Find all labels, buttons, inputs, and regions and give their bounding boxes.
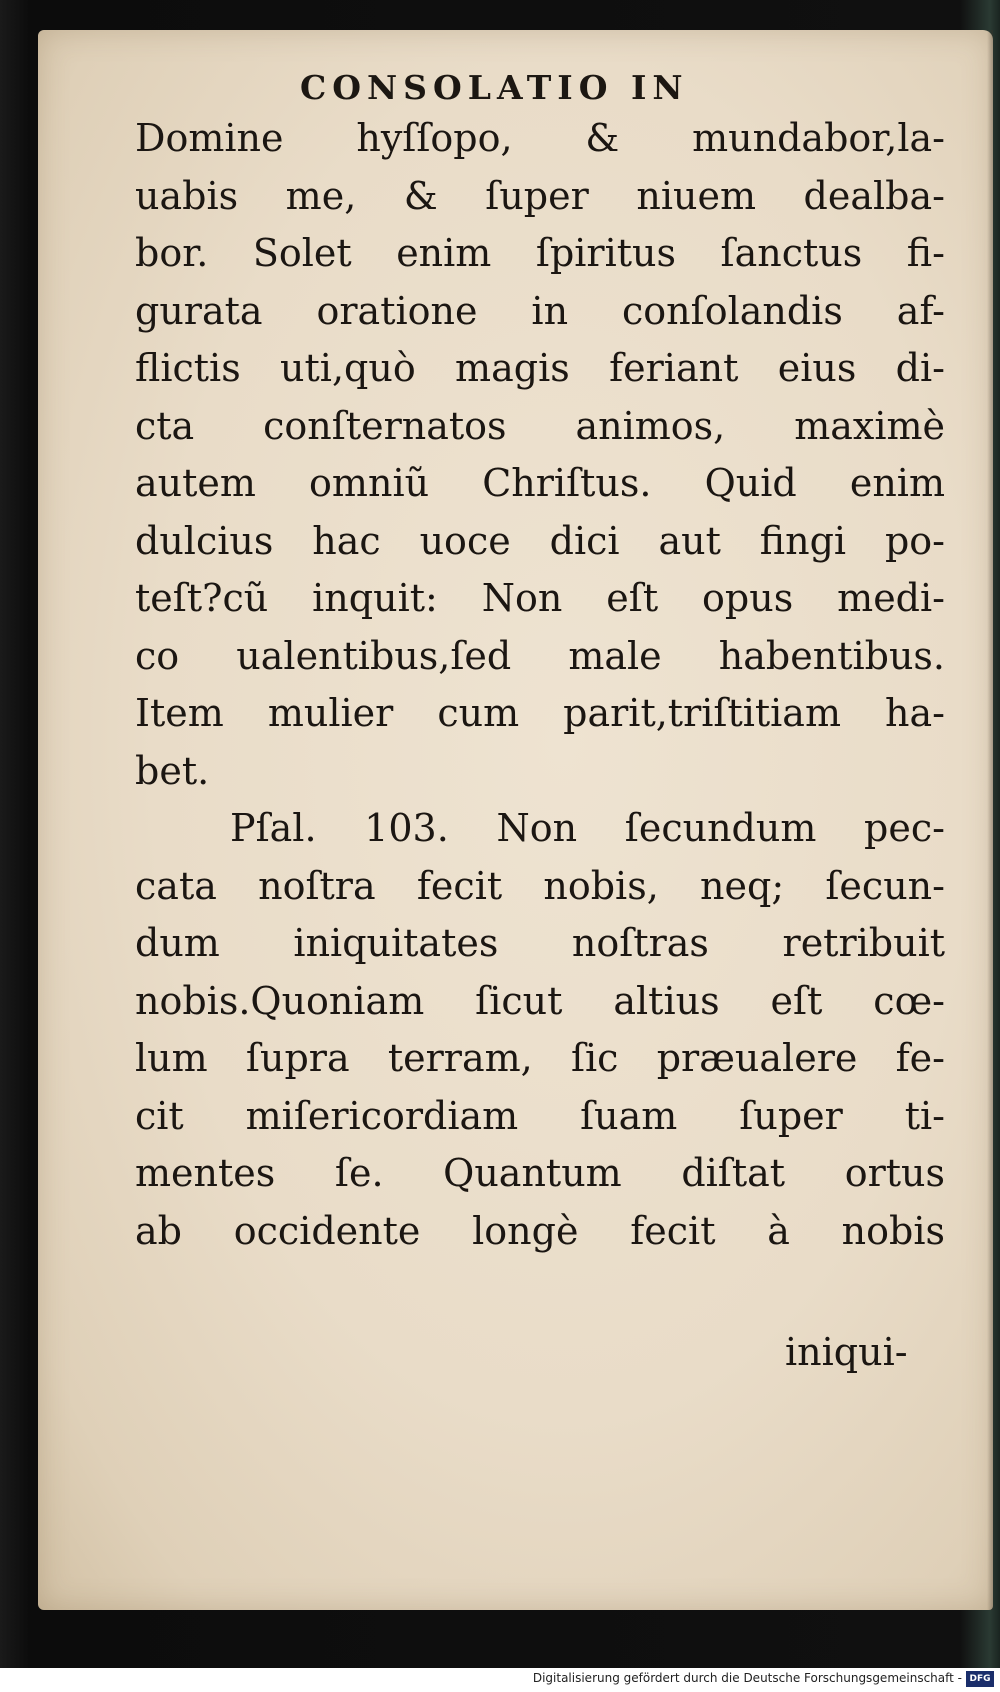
page-text [135,110,945,1260]
text-line-16: nobis.Quoniam ſicut altius eſt cœ- [135,978,945,1023]
text-line-14: cata noſtra fecit nobis, neq; ſecun- [135,863,945,908]
text-line-4: gurata oratione in conſolandis af- [135,288,945,333]
running-head: CONSOLATIO IN [300,68,689,107]
text-line-13: Pſal. 103. Non ſecundum pec- [230,806,945,850]
text-line-11: Item mulier cum parit,triſtitiam ha- [135,691,945,735]
text-line-1: Domine hyſſopo, & mundabor,la- [135,116,945,160]
page-edge-shadow [987,30,993,1610]
text-line-15: dum iniquitates noſtras retribuit [135,921,945,965]
footer-bar [0,1668,1000,1692]
dfg-logo: DFG [966,1671,994,1687]
text-line-19: mentes ſe. Quantum diſtat ortus [135,1151,945,1195]
text-line-12: bet. [135,748,210,793]
text-line-8: dulcius hac uoce dici aut fingi po- [135,518,945,563]
text-line-10: co ualentibus,ſed male habentibus. [135,633,945,678]
footer-credit: Digitalisierung gefördert durch die Deutsche Forschungsgemeinschaft - [532,1671,962,1685]
text-line-20: ab occidente longè fecit à nobis [135,1208,945,1253]
text-line-7: autem omniũ Chriſtus. Quid enim [135,461,945,505]
text-line-9: teſt?cũ inquit: Non eſt opus medi- [135,576,945,620]
text-line-5: flictis uti,quò magis feriant eius di- [135,346,945,390]
text-line-2: uabis me, & ſuper niuem dealba- [135,173,945,218]
text-line-6: cta conſternatos animos, maximè [135,403,945,448]
text-line-18: cit miſericordiam ſuam ſuper ti- [135,1093,945,1138]
text-line-17: lum ſupra terram, ſic præualere fe- [135,1036,945,1080]
text-line-3: bor. Solet enim ſpiritus ſanctus fi- [135,231,945,275]
catchword: iniqui- [785,1330,908,1374]
